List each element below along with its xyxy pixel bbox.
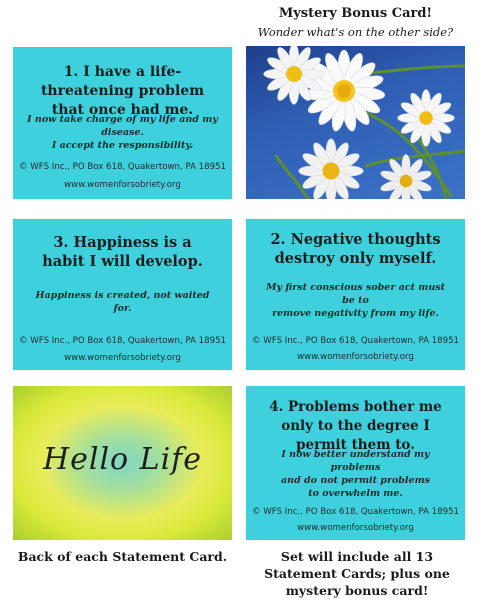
daisy-bottom: [299, 139, 364, 199]
statement-card-1: [13, 47, 232, 199]
card-body-line: remove negativity from my life.: [272, 308, 439, 319]
card-body-line: I now better understand my problems: [281, 449, 430, 473]
card-website: www.womenforsobriety.org: [64, 353, 181, 363]
card-website: www.womenforsobriety.org: [297, 352, 414, 362]
card-title: 3. Happiness is a habit I will develop.: [42, 234, 203, 270]
card-title: 2. Negative thoughts destroy only myself.: [270, 231, 441, 267]
hello-life-text: Hello Life: [42, 442, 203, 477]
card-body-line: Happiness is created, not waited for.: [35, 290, 210, 314]
card-body: [13, 289, 232, 315]
card-body-line: I accept the responsibility.: [51, 140, 194, 151]
card-body: [246, 281, 465, 320]
statement-card-3: [13, 219, 232, 370]
card-title: 1. I have a life-threatening problem that once had me.: [40, 64, 205, 118]
card-address: © WFS Inc., PO Box 618, Quakertown, PA 18951: [18, 336, 227, 346]
mystery-bonus-subtitle: Wonder what's on the other side?: [257, 25, 454, 39]
card-address: © WFS Inc., PO Box 618, Quakertown, PA 18951: [251, 507, 460, 517]
caption-back-of-card: Back of each Statement Card.: [17, 549, 228, 564]
card-address: © WFS Inc., PO Box 618, Quakertown, PA 18951: [251, 336, 460, 346]
statement-card-4: [246, 386, 465, 540]
card-address: © WFS Inc., PO Box 618, Quakertown, PA 18951: [18, 162, 227, 172]
statement-card-2: [246, 219, 465, 370]
mystery-bonus-title: Mystery Bonus Card!: [278, 6, 433, 21]
caption-set-includes: Set will include all 13 Statement Cards; plus one mystery bonus card!: [264, 549, 450, 598]
card-body: [246, 448, 465, 500]
card-body-line: to overwhelm me.: [308, 488, 403, 499]
card-body: [13, 113, 232, 152]
card-body-line: I now take charge of my life and my disease.: [27, 114, 218, 138]
card-website: www.womenforsobriety.org: [297, 523, 414, 533]
card-body-line: My first conscious sober act must be to: [266, 282, 445, 306]
card-body-line: and do not permit problems: [281, 475, 430, 486]
daisy-photo-svg: [246, 46, 465, 199]
card-back-hello-life: [13, 386, 232, 540]
daisy-photo: [246, 46, 465, 199]
card-website: www.womenforsobriety.org: [64, 180, 181, 190]
card-title: 4. Problems bother me only to the degree I permit them to.: [269, 399, 442, 453]
